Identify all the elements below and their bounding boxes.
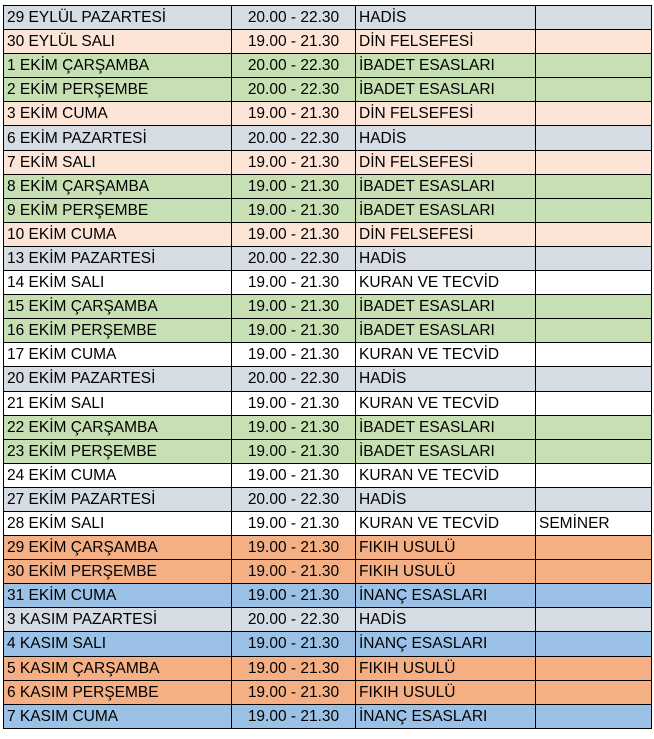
date-cell: 27 EKİM PAZARTESİ (4, 487, 232, 511)
note-cell (536, 487, 652, 511)
subject-cell: DİN FELSEFESİ (356, 30, 536, 54)
schedule-row (4, 30, 652, 54)
schedule-row (4, 704, 652, 728)
subject-cell: İNANÇ ESASLARI (356, 632, 536, 656)
schedule-row (4, 584, 652, 608)
date-cell: 17 EKİM CUMA (4, 343, 232, 367)
schedule-row (4, 319, 652, 343)
subject-cell: İNANÇ ESASLARI (356, 584, 536, 608)
subject-cell: FIKIH USULÜ (356, 656, 536, 680)
time-cell: 19.00 - 21.30 (232, 198, 356, 222)
date-cell: 6 EKİM PAZARTESİ (4, 126, 232, 150)
subject-cell: İBADET ESASLARI (356, 439, 536, 463)
date-cell: 24 EKİM CUMA (4, 463, 232, 487)
note-cell (536, 560, 652, 584)
note-cell (536, 536, 652, 560)
time-cell: 19.00 - 21.30 (232, 174, 356, 198)
time-cell: 19.00 - 21.30 (232, 102, 356, 126)
subject-cell: İBADET ESASLARI (356, 319, 536, 343)
date-cell: 2 EKİM PERŞEMBE (4, 78, 232, 102)
subject-cell: DİN FELSEFESİ (356, 222, 536, 246)
note-cell (536, 656, 652, 680)
time-cell: 19.00 - 21.30 (232, 415, 356, 439)
note-cell (536, 704, 652, 728)
schedule-row (4, 222, 652, 246)
date-cell: 29 EKİM ÇARŞAMBA (4, 536, 232, 560)
subject-cell: KURAN VE TECVİD (356, 511, 536, 535)
note-cell (536, 174, 652, 198)
time-cell: 19.00 - 21.30 (232, 632, 356, 656)
schedule-row (4, 439, 652, 463)
note-cell (536, 680, 652, 704)
date-cell: 16 EKİM PERŞEMBE (4, 319, 232, 343)
time-cell: 20.00 - 22.30 (232, 78, 356, 102)
time-cell: 19.00 - 21.30 (232, 536, 356, 560)
date-cell: 22 EKİM ÇARŞAMBA (4, 415, 232, 439)
date-cell: 20 EKİM PAZARTESİ (4, 367, 232, 391)
note-cell (536, 295, 652, 319)
schedule-row (4, 680, 652, 704)
schedule-row (4, 198, 652, 222)
date-cell: 7 EKİM SALI (4, 150, 232, 174)
time-cell: 20.00 - 22.30 (232, 246, 356, 270)
date-cell: 6 KASIM PERŞEMBE (4, 680, 232, 704)
time-cell: 19.00 - 21.30 (232, 150, 356, 174)
subject-cell: HADİS (356, 246, 536, 270)
note-cell (536, 367, 652, 391)
schedule-table (3, 5, 652, 729)
date-cell: 28 EKİM SALI (4, 511, 232, 535)
note-cell (536, 102, 652, 126)
subject-cell: HADİS (356, 608, 536, 632)
schedule-row (4, 150, 652, 174)
time-cell: 20.00 - 22.30 (232, 6, 356, 30)
note-cell (536, 78, 652, 102)
date-cell: 4 KASIM SALI (4, 632, 232, 656)
time-cell: 19.00 - 21.30 (232, 391, 356, 415)
time-cell: 20.00 - 22.30 (232, 54, 356, 78)
note-cell (536, 150, 652, 174)
date-cell: 21 EKİM SALI (4, 391, 232, 415)
subject-cell: FIKIH USULÜ (356, 560, 536, 584)
schedule-body (4, 6, 652, 729)
time-cell: 19.00 - 21.30 (232, 656, 356, 680)
schedule-row (4, 6, 652, 30)
schedule-row (4, 78, 652, 102)
schedule-row (4, 343, 652, 367)
schedule-row (4, 463, 652, 487)
subject-cell: İBADET ESASLARI (356, 415, 536, 439)
time-cell: 20.00 - 22.30 (232, 608, 356, 632)
subject-cell: KURAN VE TECVİD (356, 271, 536, 295)
date-cell: 3 EKİM CUMA (4, 102, 232, 126)
note-cell (536, 54, 652, 78)
date-cell: 8 EKİM ÇARŞAMBA (4, 174, 232, 198)
subject-cell: HADİS (356, 126, 536, 150)
note-cell (536, 584, 652, 608)
time-cell: 20.00 - 22.30 (232, 126, 356, 150)
subject-cell: HADİS (356, 487, 536, 511)
schedule-row (4, 415, 652, 439)
date-cell: 3 KASIM PAZARTESİ (4, 608, 232, 632)
note-cell (536, 198, 652, 222)
time-cell: 19.00 - 21.30 (232, 704, 356, 728)
note-cell (536, 246, 652, 270)
schedule-row (4, 487, 652, 511)
note-cell (536, 343, 652, 367)
schedule-row (4, 54, 652, 78)
subject-cell: KURAN VE TECVİD (356, 391, 536, 415)
schedule-row (4, 560, 652, 584)
time-cell: 19.00 - 21.30 (232, 680, 356, 704)
note-cell (536, 608, 652, 632)
time-cell: 19.00 - 21.30 (232, 584, 356, 608)
schedule-row (4, 536, 652, 560)
subject-cell: İNANÇ ESASLARI (356, 704, 536, 728)
date-cell: 31 EKİM CUMA (4, 584, 232, 608)
subject-cell: DİN FELSEFESİ (356, 102, 536, 126)
subject-cell: KURAN VE TECVİD (356, 343, 536, 367)
date-cell: 14 EKİM SALI (4, 271, 232, 295)
date-cell: 30 EYLÜL SALI (4, 30, 232, 54)
date-cell: 23 EKİM PERŞEMBE (4, 439, 232, 463)
schedule-row (4, 608, 652, 632)
schedule-row (4, 102, 652, 126)
time-cell: 19.00 - 21.30 (232, 271, 356, 295)
date-cell: 15 EKİM ÇARŞAMBA (4, 295, 232, 319)
time-cell: 19.00 - 21.30 (232, 30, 356, 54)
date-cell: 1 EKİM ÇARŞAMBA (4, 54, 232, 78)
subject-cell: FIKIH USULÜ (356, 536, 536, 560)
time-cell: 20.00 - 22.30 (232, 487, 356, 511)
time-cell: 19.00 - 21.30 (232, 463, 356, 487)
note-cell: SEMİNER (536, 511, 652, 535)
subject-cell: İBADET ESASLARI (356, 78, 536, 102)
time-cell: 19.00 - 21.30 (232, 511, 356, 535)
time-cell: 19.00 - 21.30 (232, 560, 356, 584)
schedule-row (4, 174, 652, 198)
time-cell: 19.00 - 21.30 (232, 295, 356, 319)
schedule-row (4, 246, 652, 270)
schedule-row (4, 295, 652, 319)
subject-cell: DİN FELSEFESİ (356, 150, 536, 174)
note-cell (536, 391, 652, 415)
date-cell: 7 KASIM CUMA (4, 704, 232, 728)
note-cell (536, 30, 652, 54)
time-cell: 19.00 - 21.30 (232, 319, 356, 343)
note-cell (536, 415, 652, 439)
schedule-row (4, 511, 652, 535)
date-cell: 5 KASIM ÇARŞAMBA (4, 656, 232, 680)
subject-cell: İBADET ESASLARI (356, 174, 536, 198)
subject-cell: FIKIH USULÜ (356, 680, 536, 704)
time-cell: 19.00 - 21.30 (232, 439, 356, 463)
note-cell (536, 319, 652, 343)
subject-cell: İBADET ESASLARI (356, 295, 536, 319)
note-cell (536, 271, 652, 295)
note-cell (536, 463, 652, 487)
schedule-row (4, 126, 652, 150)
subject-cell: HADİS (356, 367, 536, 391)
note-cell (536, 222, 652, 246)
schedule-row (4, 632, 652, 656)
time-cell: 20.00 - 22.30 (232, 367, 356, 391)
time-cell: 19.00 - 21.30 (232, 343, 356, 367)
note-cell (536, 439, 652, 463)
note-cell (536, 632, 652, 656)
date-cell: 10 EKİM CUMA (4, 222, 232, 246)
note-cell (536, 6, 652, 30)
subject-cell: HADİS (356, 6, 536, 30)
schedule-row (4, 367, 652, 391)
date-cell: 30 EKİM PERŞEMBE (4, 560, 232, 584)
date-cell: 29 EYLÜL PAZARTESİ (4, 6, 232, 30)
schedule-row (4, 391, 652, 415)
note-cell (536, 126, 652, 150)
time-cell: 19.00 - 21.30 (232, 222, 356, 246)
subject-cell: KURAN VE TECVİD (356, 463, 536, 487)
subject-cell: İBADET ESASLARI (356, 198, 536, 222)
subject-cell: İBADET ESASLARI (356, 54, 536, 78)
date-cell: 13 EKİM PAZARTESİ (4, 246, 232, 270)
schedule-row (4, 656, 652, 680)
schedule-row (4, 271, 652, 295)
date-cell: 9 EKİM PERŞEMBE (4, 198, 232, 222)
